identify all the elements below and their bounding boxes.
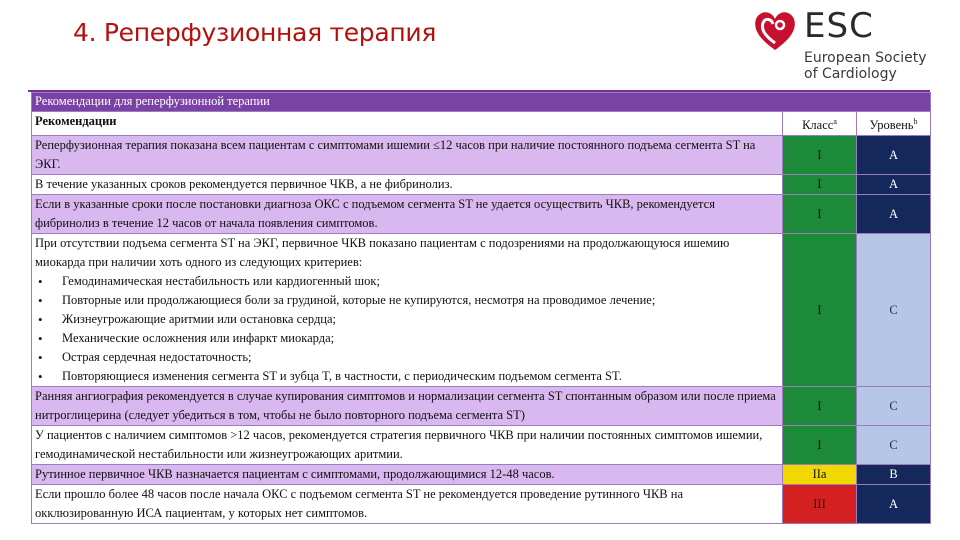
recommendation-text-main: Рутинное первичное ЧКВ назначается пациентам с симптомами, продолжающимися 12-48 часов. <box>35 467 555 482</box>
level-badge: A <box>857 485 931 524</box>
recommendation-text <box>32 465 783 485</box>
recommendation-text <box>32 175 783 195</box>
table-row <box>32 136 931 175</box>
class-badge: III <box>783 485 857 524</box>
logo-line-1: European Society <box>804 50 927 66</box>
logo-line-2: of Cardiology <box>804 66 897 82</box>
slide-title: 4. Реперфузионная терапия <box>73 18 437 47</box>
heart-logo-icon <box>752 8 798 54</box>
col-class-sup: a <box>833 117 837 126</box>
logo-brand: ESC <box>804 6 874 46</box>
class-badge: I <box>783 387 857 426</box>
criteria-item: • Гемодинамическая нестабильность или кардиогенный шок; <box>62 272 782 291</box>
recommendation-text-main: При отсутствии подъема сегмента ST на ЭКГ, первичное ЧКВ показано пациентам с подозрениями на продолжающуюся ишемию миокарда при наличии хоть одного из следующих критериев: <box>35 236 730 270</box>
criteria-item: • Повторные или продолжающиеся боли за грудиной, которые не купируются, несмотря на проводимое лечение; <box>62 291 782 310</box>
recommendation-text-main: Если в указанные сроки после постановки диагноза ОКС с подъемом сегмента ST не удается осуществить ЧКВ, рекомендуется фибринолиз в течение 12 часов от начала появления симптомов. <box>35 197 715 231</box>
criteria-item: • Острая сердечная недостаточность; <box>62 348 782 367</box>
col-level-label: Уровень <box>869 118 914 133</box>
recommendations-table <box>31 92 931 524</box>
col-recommendation-header: Рекомендации <box>32 112 783 136</box>
col-class-label: Класс <box>802 118 834 133</box>
class-badge: I <box>783 136 857 175</box>
table-row <box>32 387 931 426</box>
col-class-header <box>783 112 857 136</box>
level-badge: B <box>857 465 931 485</box>
recommendation-text-main: Ранняя ангиография рекомендуется в случае купирования симптомов и нормализации сегмента ST спонтанным образом или после приема нитроглицерина (следует убедиться в том, чтобы не было повторного подъема сегмента ST) <box>35 389 776 423</box>
esc-logo <box>752 8 952 88</box>
recommendation-text <box>32 426 783 465</box>
col-level-sup: b <box>913 117 918 126</box>
criteria-item: • Жизнеугрожающие аритмии или остановка сердца; <box>62 310 782 329</box>
class-badge: I <box>783 234 857 387</box>
recommendation-text-main: В течение указанных сроков рекомендуется первичное ЧКВ, а не фибринолиз. <box>35 177 453 192</box>
table-row <box>32 195 931 234</box>
level-badge: A <box>857 136 931 175</box>
table-row <box>32 465 931 485</box>
recommendation-text <box>32 387 783 426</box>
recommendation-text <box>32 195 783 234</box>
class-badge: IIa <box>783 465 857 485</box>
table-row <box>32 426 931 465</box>
table-header: Рекомендации для реперфузионной терапии <box>32 93 931 112</box>
level-badge: C <box>857 234 931 387</box>
class-badge: I <box>783 426 857 465</box>
recommendation-text <box>32 136 783 175</box>
col-level-header <box>857 112 931 136</box>
recommendation-text-main: У пациентов с наличием симптомов >12 часов, рекомендуется стратегия первичного ЧКВ при наличии постоянных симптомов ишемии, гемодинамической нестабильности или жизнеугрожающих аритмии. <box>35 428 763 462</box>
recommendation-text <box>32 234 783 387</box>
level-badge: C <box>857 426 931 465</box>
table-row <box>32 175 931 195</box>
recommendation-text-main: Реперфузионная терапия показана всем пациентам с симптомами ишемии ≤12 часов при наличие постоянного подъема сегмента ST на ЭКГ. <box>35 138 756 172</box>
recommendation-text-main: Если прошло более 48 часов после начала ОКС с подъемом сегмента ST не рекомендуется проведение рутинного ЧКВ на окклюзированную ИСА пациентам, у которых нет симптомов. <box>35 487 684 521</box>
recommendation-text <box>32 485 783 524</box>
class-badge: I <box>783 175 857 195</box>
table-row <box>32 485 931 524</box>
level-badge: A <box>857 195 931 234</box>
criteria-item: • Механические осложнения или инфаркт миокарда; <box>62 329 782 348</box>
level-badge: C <box>857 387 931 426</box>
level-badge: A <box>857 175 931 195</box>
table-row <box>32 234 931 387</box>
class-badge: I <box>783 195 857 234</box>
criteria-list <box>35 272 782 386</box>
criteria-item: • Повторяющиеся изменения сегмента ST и зубца T, в частности, с периодическим подъемом сегмента ST. <box>62 367 782 386</box>
